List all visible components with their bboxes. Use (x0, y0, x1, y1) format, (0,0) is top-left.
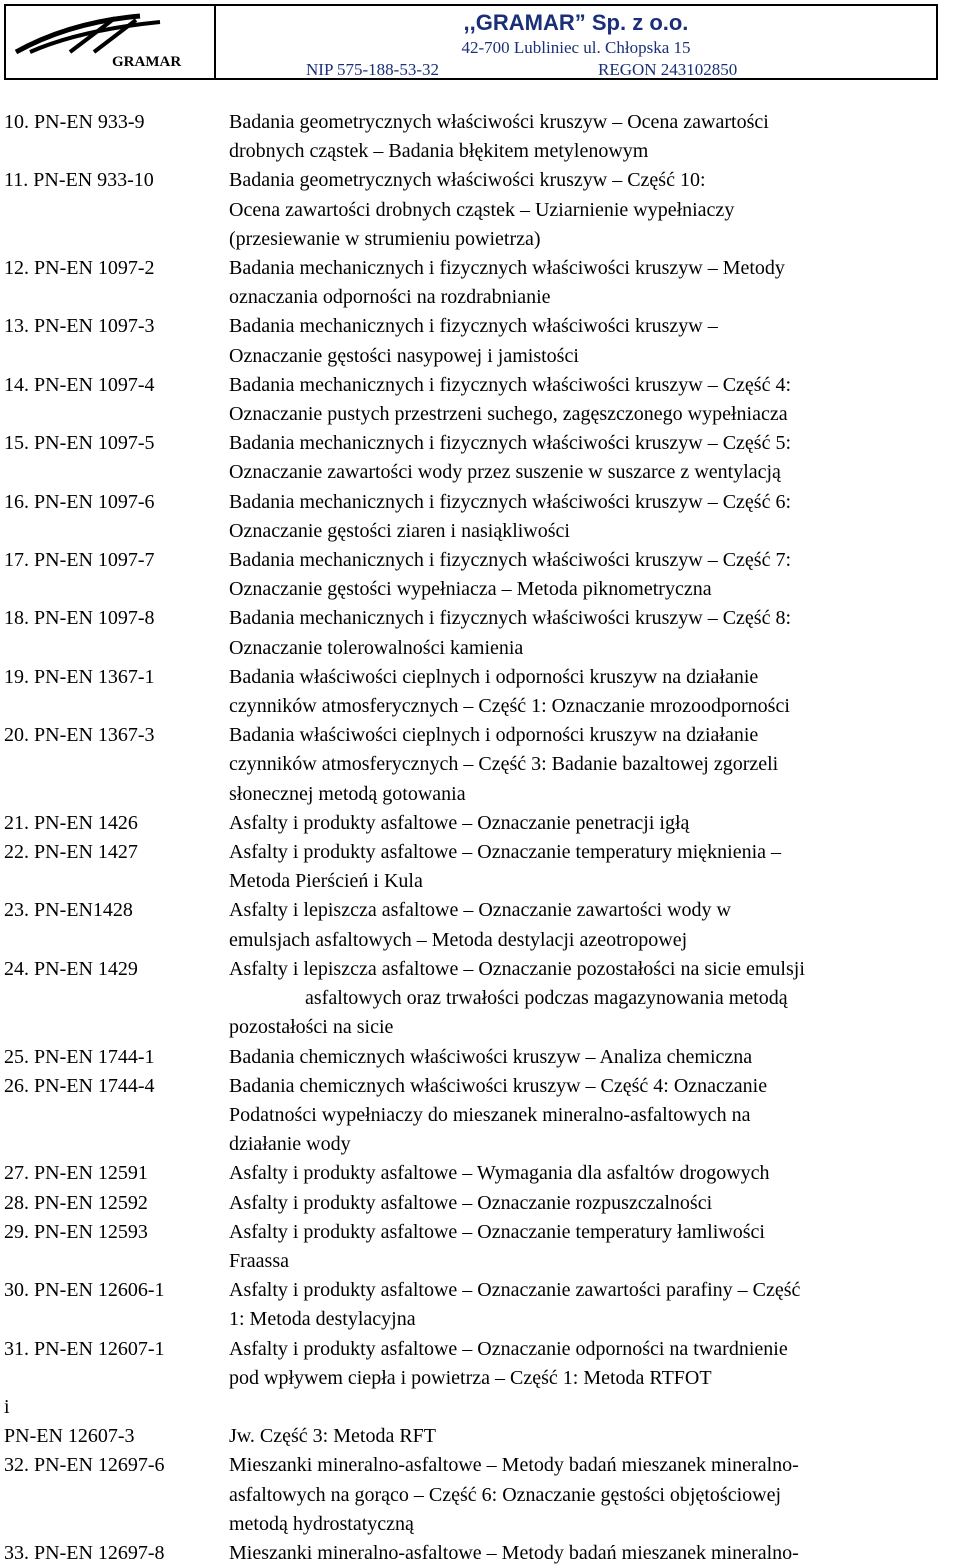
company-address: 42-700 Lubliniec ul. Chłopska 15 (461, 38, 691, 57)
standard-title-line: działanie wody (229, 1133, 351, 1156)
company-logo (6, 6, 216, 78)
standard-title-line: metodą hydrostatyczną (229, 1512, 414, 1535)
standard-title-line: czynników atmosferycznych – Część 1: Oznaczanie mrozoodporności (229, 695, 790, 718)
standard-number: 29. PN-EN 12593 (4, 1220, 148, 1243)
standard-title-line: Oznaczanie zawartości wody przez suszenie w suszarce z wentylacją (229, 461, 781, 484)
standard-number: 23. PN-EN1428 (4, 899, 133, 922)
company-info (216, 6, 936, 78)
standard-title-line: Ocena zawartości drobnych cząstek – Uziarnienie wypełniaczy (229, 198, 735, 221)
standard-entry (0, 1335, 960, 1393)
standard-title-line: Oznaczanie tolerowalności kamienia (229, 636, 524, 659)
standard-title (229, 546, 960, 604)
standard-title-line: Asfalty i produkty asfaltowe – Oznaczanie zawartości parafiny – Część (229, 1279, 801, 1302)
standard-entry (0, 1072, 960, 1160)
standard-number: 20. PN-EN 1367-3 (4, 724, 155, 747)
standard-entry (0, 429, 960, 487)
standard-number: 12. PN-EN 1097-2 (4, 257, 155, 280)
standard-number: 30. PN-EN 12606-1 (4, 1279, 165, 1302)
standard-title-line: Podatności wypełniaczy do mieszanek mineralno-asfaltowych na (229, 1103, 751, 1126)
standard-title-line: Badania mechanicznych i fizycznych właściwości kruszyw – Część 5: (229, 432, 792, 455)
standard-entry (0, 546, 960, 604)
company-name: ,,GRAMAR” Sp. z o.o. (463, 10, 689, 35)
standard-number: 19. PN-EN 1367-1 (4, 665, 155, 688)
standard-entry (0, 1422, 960, 1451)
standard-title-line: Badania geometrycznych właściwości kruszyw – Część 10: (229, 169, 706, 192)
standard-number: 25. PN-EN 1744-1 (4, 1045, 155, 1068)
standard-number: 14. PN-EN 1097-4 (4, 373, 155, 396)
standard-title (229, 838, 960, 896)
standard-number: PN-EN 12607-3 (4, 1425, 135, 1448)
logo-swoosh-icon (10, 12, 180, 56)
standard-title-line: Jw. Część 3: Metoda RFT (229, 1425, 437, 1448)
standard-title-line: pod wpływem ciepła i powietrza – Część 1: Metoda RTFOT (229, 1366, 712, 1389)
standard-title (229, 371, 960, 429)
standard-entry (0, 108, 960, 166)
standard-title-line: Badania geometrycznych właściwości kruszyw – Ocena zawartości (229, 111, 769, 133)
standard-title (229, 254, 960, 312)
standard-entry (0, 1189, 960, 1218)
standard-title-line: asfaltowych na gorąco – Część 6: Oznaczanie gęstości objętościowej (229, 1483, 782, 1506)
standard-entry (0, 604, 960, 662)
standard-title (229, 1159, 960, 1188)
standard-title (229, 429, 960, 487)
standard-title-line: Asfalty i produkty asfaltowe – Oznaczanie odporności na twardnienie (229, 1337, 788, 1360)
standards-list (0, 108, 960, 1568)
standard-title-line: Asfalty i produkty asfaltowe – Oznaczanie rozpuszczalności (229, 1191, 713, 1214)
standard-title (229, 604, 960, 662)
standard-entry (0, 488, 960, 546)
standard-title-line: oznaczania odporności na rozdrabnianie (229, 286, 551, 309)
standard-entry (0, 166, 960, 254)
standard-title (229, 721, 960, 809)
standard-number: i (4, 1395, 10, 1418)
standard-title-line: Badania właściwości cieplnych i odporności kruszyw na działanie (229, 724, 759, 747)
standard-number: 22. PN-EN 1427 (4, 841, 138, 864)
standard-entry (0, 371, 960, 429)
standard-title-line: Badania mechanicznych i fizycznych właściwości kruszyw – Metody (229, 257, 785, 280)
standard-entry (0, 896, 960, 954)
standard-title-line: Mieszanki mineralno-asfaltowe – Metody badań mieszanek mineralno- (229, 1454, 799, 1477)
standard-number: 10. PN-EN 933-9 (4, 111, 145, 133)
standard-title (229, 1393, 960, 1422)
standard-title (229, 1072, 960, 1160)
standard-title-line: Oznaczanie gęstości nasypowej i jamistości (229, 344, 579, 367)
standard-number: 16. PN-EN 1097-6 (4, 490, 155, 513)
standard-entry (0, 1393, 960, 1422)
standard-entry (0, 809, 960, 838)
standard-title-line: Asfalty i produkty asfaltowe – Oznaczanie penetracji igłą (229, 811, 690, 834)
standard-title (229, 1422, 960, 1451)
standard-title (229, 1539, 960, 1568)
standard-number: 18. PN-EN 1097-8 (4, 607, 155, 630)
standard-title (229, 1043, 960, 1072)
standard-title (229, 1451, 960, 1539)
standard-title-line (229, 1393, 960, 1422)
standard-title-line: Asfalty i lepiszcza asfaltowe – Oznaczanie pozostałości na sicie emulsji (229, 957, 805, 980)
standard-entry (0, 1539, 960, 1568)
standard-title (229, 896, 960, 954)
standard-number: 17. PN-EN 1097-7 (4, 549, 155, 572)
standard-title (229, 1189, 960, 1218)
standard-title-line: Badania mechanicznych i fizycznych właściwości kruszyw – Część 8: (229, 607, 792, 630)
standard-number: 11. PN-EN 933-10 (4, 169, 154, 192)
standard-title-line: Fraassa (229, 1249, 289, 1272)
standard-title-line: Badania mechanicznych i fizycznych właściwości kruszyw – Część 6: (229, 490, 792, 513)
standard-title-line: Badania chemicznych właściwości kruszyw – Część 4: Oznaczanie (229, 1074, 768, 1097)
standard-entry (0, 254, 960, 312)
standard-entry (0, 1451, 960, 1539)
standard-title-line: Oznaczanie pustych przestrzeni suchego, zagęszczonego wypełniacza (229, 403, 788, 426)
standard-entry (0, 1276, 960, 1334)
standard-title-line: pozostałości na sicie (229, 1016, 394, 1039)
standard-number: 28. PN-EN 12592 (4, 1191, 148, 1214)
standard-number: 21. PN-EN 1426 (4, 811, 138, 834)
standard-title-line: Asfalty i produkty asfaltowe – Oznaczanie temperatury łamliwości (229, 1220, 765, 1243)
standard-entry (0, 312, 960, 370)
regon-number: REGON 243102850 (598, 60, 738, 79)
standard-number: 33. PN-EN 12697-8 (4, 1541, 165, 1564)
letterhead (4, 4, 938, 80)
standard-title (229, 1218, 960, 1276)
standard-entry (0, 721, 960, 809)
standard-number: 27. PN-EN 12591 (4, 1162, 148, 1185)
standard-title-line: Asfalty i lepiszcza asfaltowe – Oznaczanie zawartości wody w (229, 899, 732, 922)
standard-title (229, 809, 960, 838)
standard-title (229, 166, 960, 254)
standard-title-line: asfaltowych oraz trwałości podczas magazynowania metodą (305, 987, 788, 1010)
standard-number: 24. PN-EN 1429 (4, 957, 138, 980)
standard-title-line: czynników atmosferycznych – Część 3: Badanie bazaltowej zgorzeli (229, 753, 779, 776)
standard-number: 32. PN-EN 12697-6 (4, 1454, 165, 1477)
standard-title (229, 108, 960, 166)
standard-title (229, 955, 960, 1043)
standard-title-line: Badania właściwości cieplnych i odporności kruszyw na działanie (229, 665, 759, 688)
standard-number: 31. PN-EN 12607-1 (4, 1337, 165, 1360)
standard-title-line: Oznaczanie gęstości ziaren i nasiąkliwości (229, 519, 570, 542)
standard-number: 15. PN-EN 1097-5 (4, 432, 155, 455)
standard-title-line: słonecznej metodą gotowania (229, 782, 466, 805)
standard-title-line: Mieszanki mineralno-asfaltowe – Metody badań mieszanek mineralno- (229, 1541, 799, 1564)
standard-title-line: Metoda Pierścień i Kula (229, 870, 423, 893)
standard-title (229, 663, 960, 721)
standard-number: 26. PN-EN 1744-4 (4, 1074, 155, 1097)
standard-title (229, 488, 960, 546)
standard-title-line: Asfalty i produkty asfaltowe – Wymagania dla asfaltów drogowych (229, 1162, 770, 1185)
logo-text: GRAMAR (112, 54, 182, 70)
standard-title-line: Asfalty i produkty asfaltowe – Oznaczanie temperatury mięknienia – (229, 841, 782, 864)
standard-entry (0, 838, 960, 896)
standard-title (229, 1276, 960, 1334)
standard-title-line: Badania mechanicznych i fizycznych właściwości kruszyw – (229, 315, 718, 338)
standard-title-line: Badania mechanicznych i fizycznych właściwości kruszyw – Część 7: (229, 549, 792, 572)
standard-title-line: (przesiewanie w strumieniu powietrza) (229, 227, 541, 250)
standard-entry (0, 1043, 960, 1072)
standard-title (229, 312, 960, 370)
standard-title-line: drobnych cząstek – Badania błękitem metylenowym (229, 140, 649, 163)
standard-entry (0, 1218, 960, 1276)
standard-title-line: Badania chemicznych właściwości kruszyw – Analiza chemiczna (229, 1045, 753, 1068)
standard-title (229, 1335, 960, 1393)
standard-title-line: Badania mechanicznych i fizycznych właściwości kruszyw – Część 4: (229, 373, 792, 396)
standard-number: 13. PN-EN 1097-3 (4, 315, 155, 338)
standard-title-line: 1: Metoda destylacyjna (229, 1308, 416, 1331)
standard-entry (0, 955, 960, 1043)
standard-title-line: emulsjach asfaltowych – Metoda destylacji azeotropowej (229, 928, 688, 951)
standard-entry (0, 1159, 960, 1188)
nip-number: NIP 575-188-53-32 (306, 60, 439, 79)
standard-entry (0, 663, 960, 721)
standard-title-line: Oznaczanie gęstości wypełniacza – Metoda piknometryczna (229, 578, 712, 601)
